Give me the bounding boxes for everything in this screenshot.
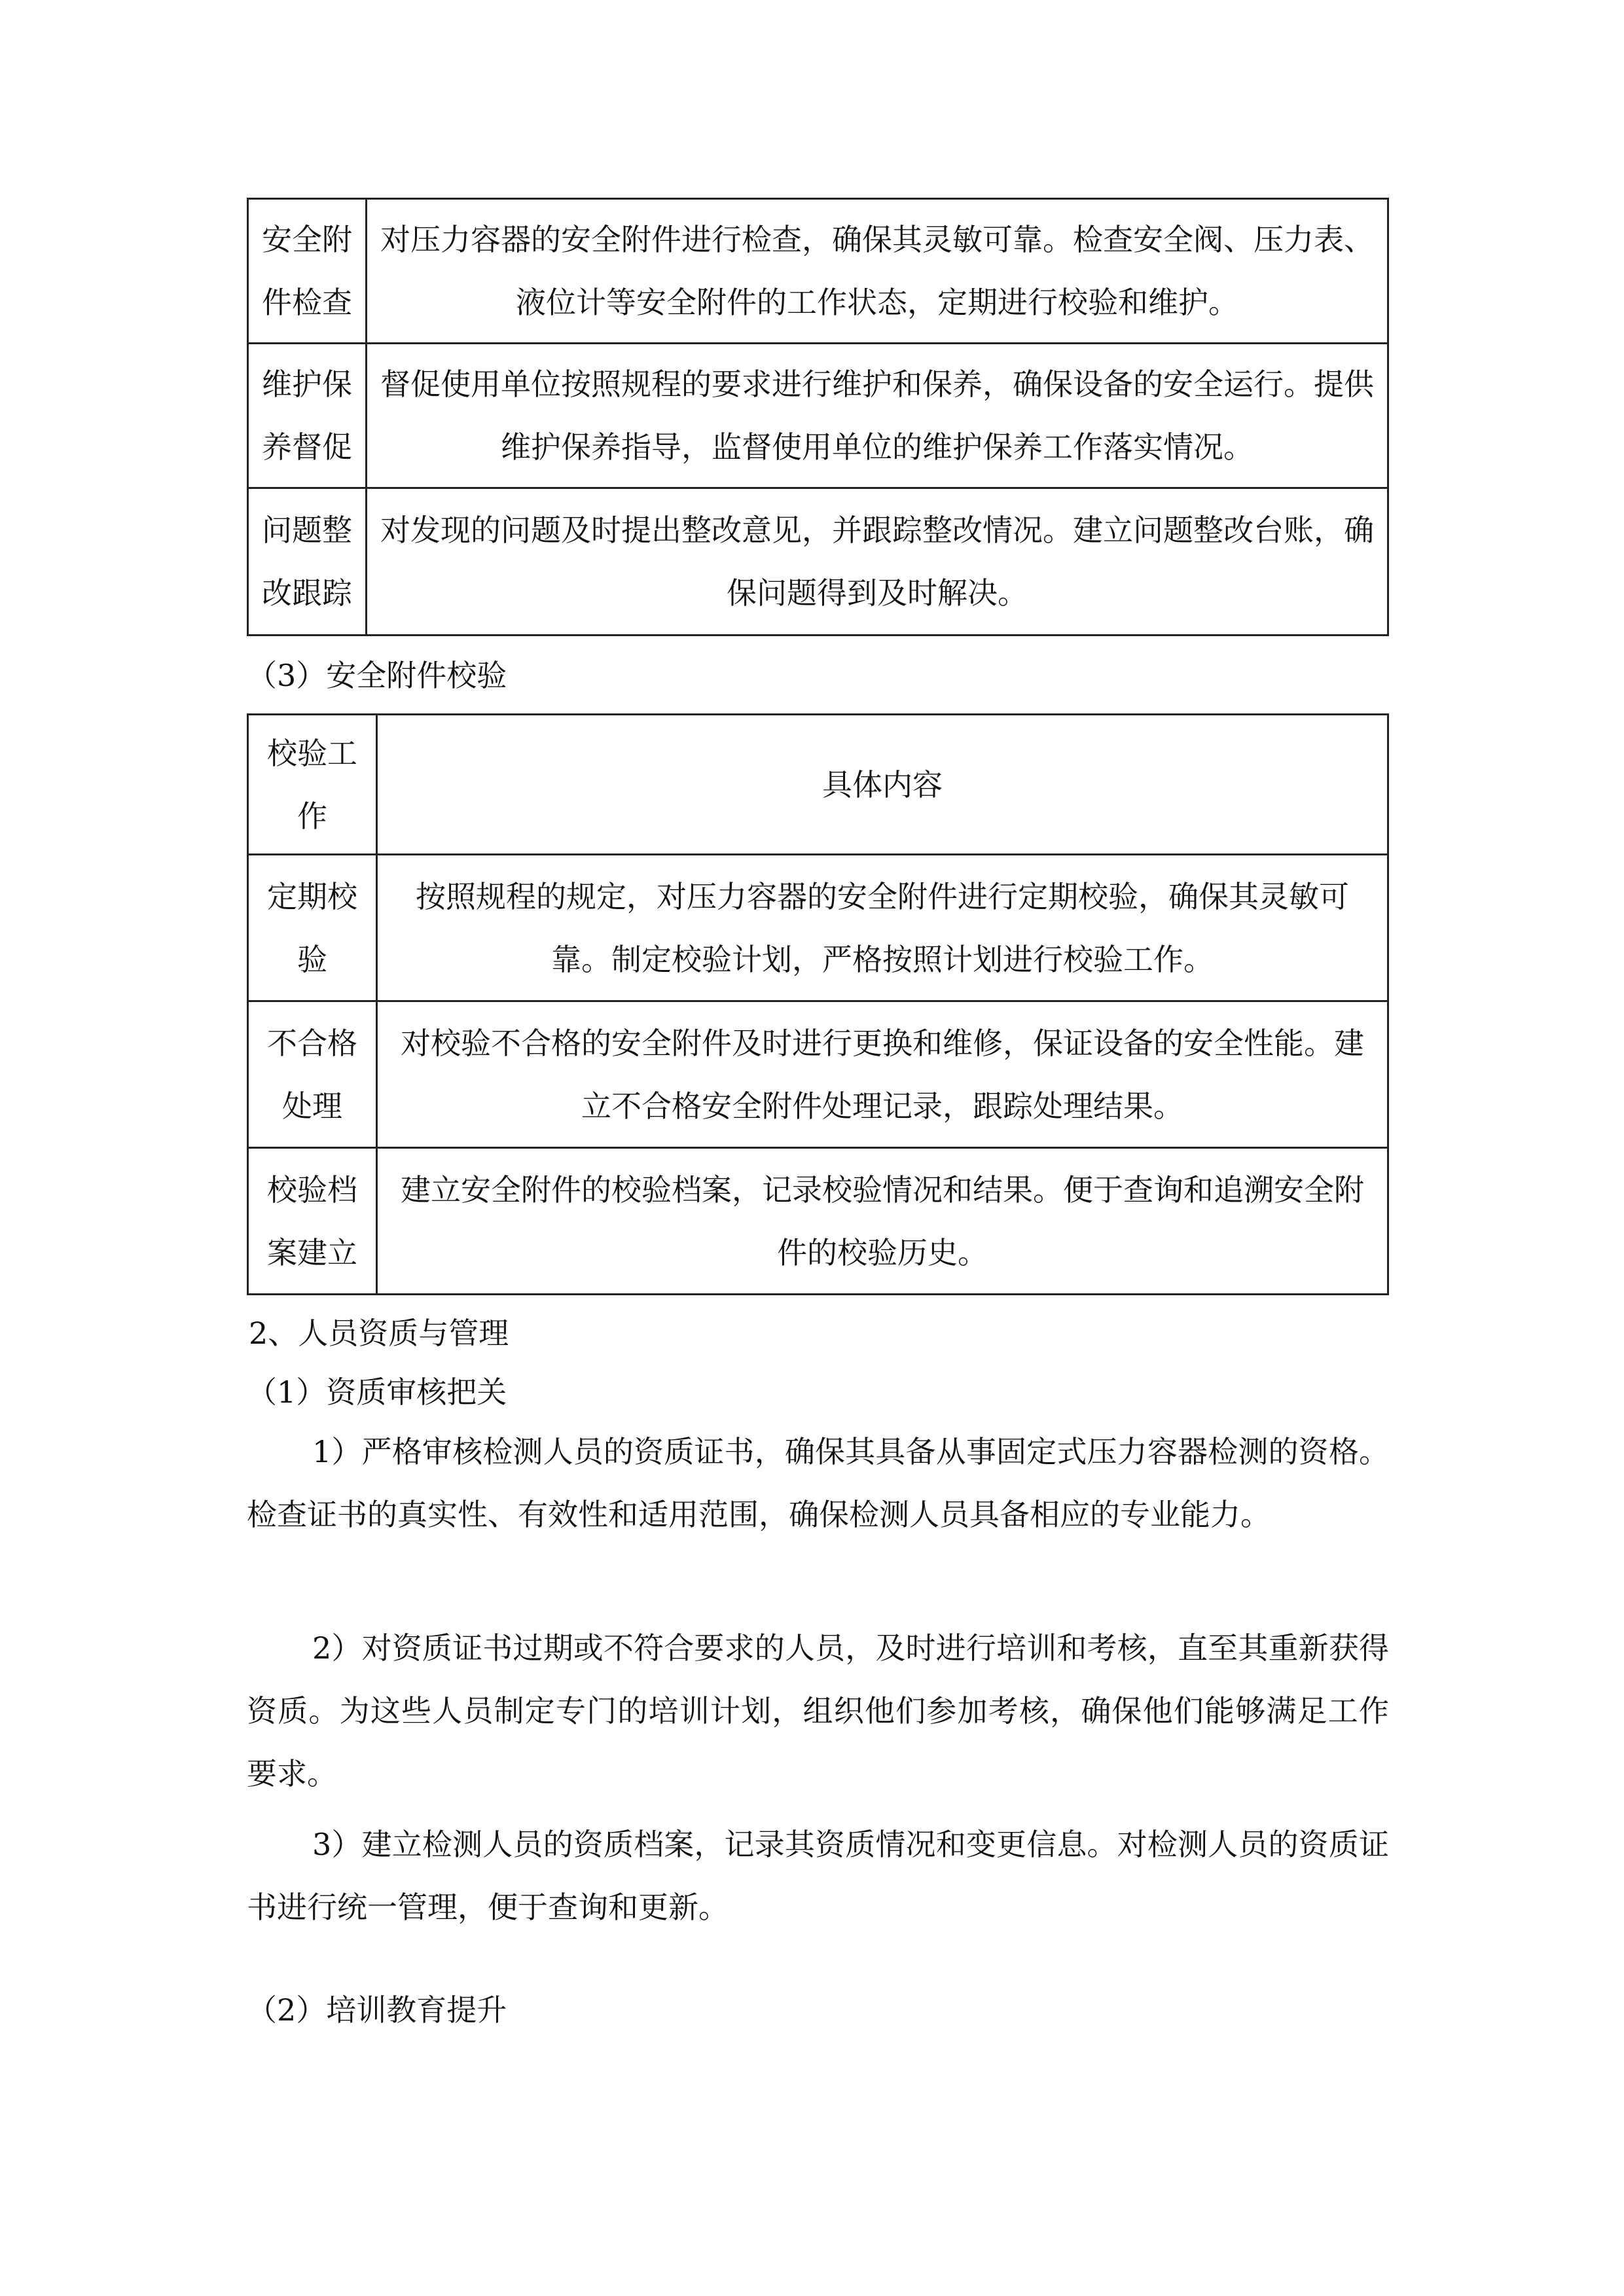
table-row [248, 199, 1388, 344]
table-row [248, 855, 1388, 1001]
calibration-table [247, 713, 1389, 1295]
table-header-label: 校验工作 [248, 715, 377, 855]
subsection-heading: （2）培训教育提升 [247, 1992, 507, 2028]
table-cell-content: 建立安全附件的校验档案，记录校验情况和结果。便于查询和追溯安全附件的校验历史。 [377, 1148, 1388, 1295]
table-row [248, 1001, 1388, 1148]
table-cell-label: 不合格处理 [248, 1001, 377, 1148]
table-cell-label: 安全附件检查 [248, 199, 367, 344]
paragraph: 1）严格审核检测人员的资质证书，确保其具备从事固定式压力容器检测的资格。检查证书的真实性、有效性和适用范围，确保检测人员具备相应的专业能力。 [247, 1434, 1389, 1532]
section-heading: 2、人员资质与管理 [249, 1316, 509, 1351]
table-cell-content: 对发现的问题及时提出整改意见，并跟踪整改情况。建立问题整改台账，确保问题得到及时解决。 [367, 488, 1388, 636]
paragraph: 3）建立检测人员的资质档案，记录其资质情况和变更信息。对检测人员的资质证书进行统一管理，便于查询和更新。 [247, 1827, 1389, 1925]
table-cell-label: 校验档案建立 [248, 1148, 377, 1295]
table-header-row [248, 715, 1388, 855]
table-cell-content: 按照规程的规定，对压力容器的安全附件进行定期校验，确保其灵敏可靠。制定校验计划，严格按照计划进行校验工作。 [377, 855, 1388, 1001]
table-row [248, 488, 1388, 636]
table-cell-content: 对压力容器的安全附件进行检查，确保其灵敏可靠。检查安全阀、压力表、液位计等安全附件的工作状态，定期进行校验和维护。 [367, 199, 1388, 344]
section-heading: （3）安全附件校验 [247, 658, 507, 693]
table-cell-label: 定期校验 [248, 855, 377, 1001]
table-cell-label: 问题整改跟踪 [248, 488, 367, 636]
table-row [248, 344, 1388, 488]
table-cell-label: 维护保养督促 [248, 344, 367, 488]
paragraph: 2）对资质证书过期或不符合要求的人员，及时进行培训和考核，直至其重新获得资质。为这些人员制定专门的培训计划，组织他们参加考核，确保他们能够满足工作要求。 [247, 1630, 1389, 1791]
inspection-items-table [247, 198, 1389, 636]
table-cell-content: 对校验不合格的安全附件及时进行更换和维修，保证设备的安全性能。建立不合格安全附件处理记录，跟踪处理结果。 [377, 1001, 1388, 1148]
table-row [248, 1148, 1388, 1295]
table-cell-content: 督促使用单位按照规程的要求进行维护和保养，确保设备的安全运行。提供维护保养指导，监督使用单位的维护保养工作落实情况。 [367, 344, 1388, 488]
subsection-heading: （1）资质审核把关 [247, 1374, 507, 1410]
table-header-content: 具体内容 [377, 715, 1388, 855]
